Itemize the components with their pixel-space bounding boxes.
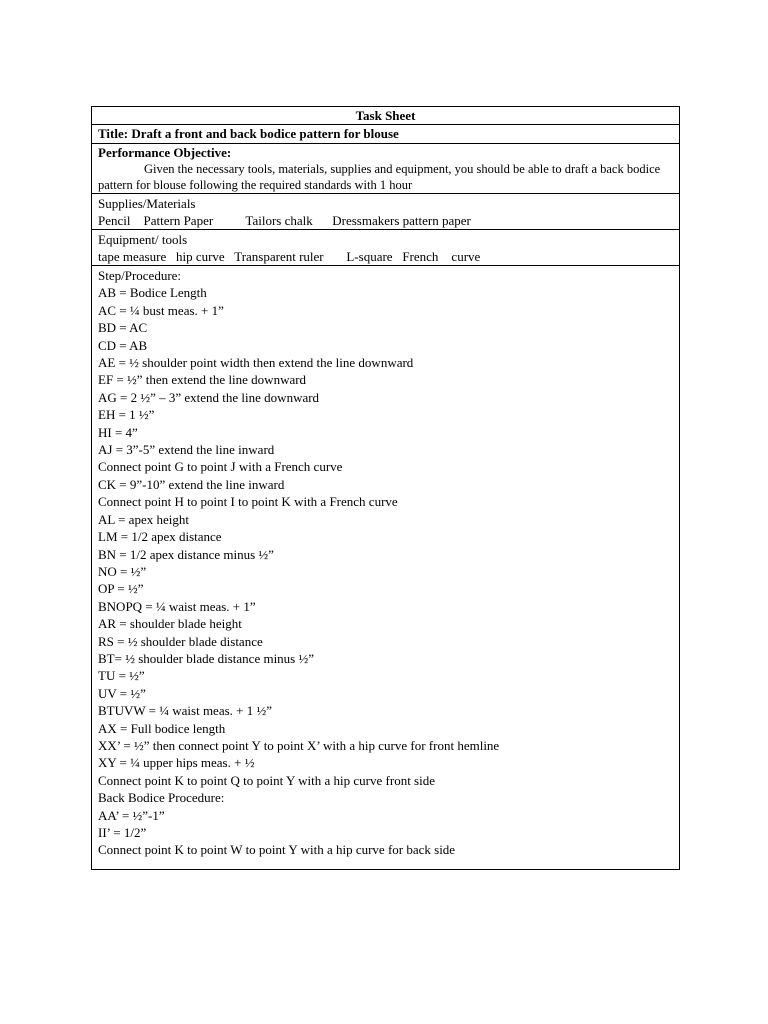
performance-objective-text: Given the necessary tools, materials, supplies and equipment, you should be able to draft a back bodice pattern for blouse following the required standards with 1 hour [98,162,661,192]
procedure-step: BN = 1/2 apex distance minus ½” [98,546,274,562]
procedure-step: CK = 9”-10” extend the line inward [98,476,285,492]
procedure-step: HI = 4” [98,424,138,440]
procedure-step: RS = ½ shoulder blade distance [98,633,263,649]
procedure-step: BD = AC [98,320,148,336]
procedure-step: Connect point K to point Q to point Y with a hip curve front side [98,772,435,788]
procedure-step: AG = 2 ½” – 3” extend the line downward [98,389,320,405]
procedure-step: BT= ½ shoulder blade distance minus ½” [98,650,315,666]
procedure-label: Step/Procedure: [98,268,182,283]
procedure-step: AC = ¼ bust meas. + 1” [98,302,224,318]
equipment-items: tape measure hip curve Transparent ruler L-square French curve [98,249,481,264]
procedure-step: CD = AB [98,337,148,353]
procedure-step: EF = ½” then extend the line downward [98,372,307,388]
procedure-step: Connect point K to point W to point Y with a hip curve for back side [98,842,456,858]
procedure-step: BTUVW = ¼ waist meas. + 1 ½” [98,703,273,719]
task-sheet [91,106,680,870]
procedure-step: BNOPQ = ¼ waist meas. + 1” [98,598,256,614]
procedure-steps [98,284,673,858]
procedure-step: AJ = 3”-5” extend the line inward [98,442,275,458]
procedure-step: XY = ¼ upper hips meas. + ½ [98,755,255,771]
sheet-header: Task Sheet [92,107,679,125]
procedure-step: Back Bodice Procedure: [98,790,225,806]
equipment-label: Equipment/ tools [98,232,188,247]
equipment-section [92,230,679,266]
procedure-step: LM = 1/2 apex distance [98,529,222,545]
supplies-label: Supplies/Materials [98,196,196,211]
procedure-step: AL = apex height [98,511,189,527]
procedure-step: AB = Bodice Length [98,285,207,301]
procedure-step: AE = ½ shoulder point width then extend the line downward [98,355,414,371]
procedure-section [92,266,679,859]
supplies-section [92,194,679,230]
performance-objective [92,144,679,194]
procedure-step: Connect point H to point I to point K with a French curve [98,494,398,510]
procedure-step: UV = ½” [98,685,146,701]
procedure-step: AA’ = ½”-1” [98,807,165,823]
procedure-step: Connect point G to point J with a French curve [98,459,343,475]
procedure-step: AX = Full bodice length [98,720,226,736]
procedure-step: OP = ½” [98,581,144,597]
procedure-step: AR = shoulder blade height [98,616,242,632]
procedure-step: TU = ½” [98,668,145,684]
performance-objective-label: Performance Objective: [98,145,232,160]
supplies-items: Pencil Pattern Paper Tailors chalk Dressmakers pattern paper [98,213,471,228]
procedure-step: II’ = 1/2” [98,825,147,840]
sheet-title: Title: Draft a front and back bodice pattern for blouse [92,125,679,144]
procedure-step: XX’ = ½” then connect point Y to point X’ with a hip curve for front hemline [98,737,500,753]
procedure-step: EH = 1 ½” [98,407,155,423]
procedure-step: NO = ½” [98,563,147,579]
